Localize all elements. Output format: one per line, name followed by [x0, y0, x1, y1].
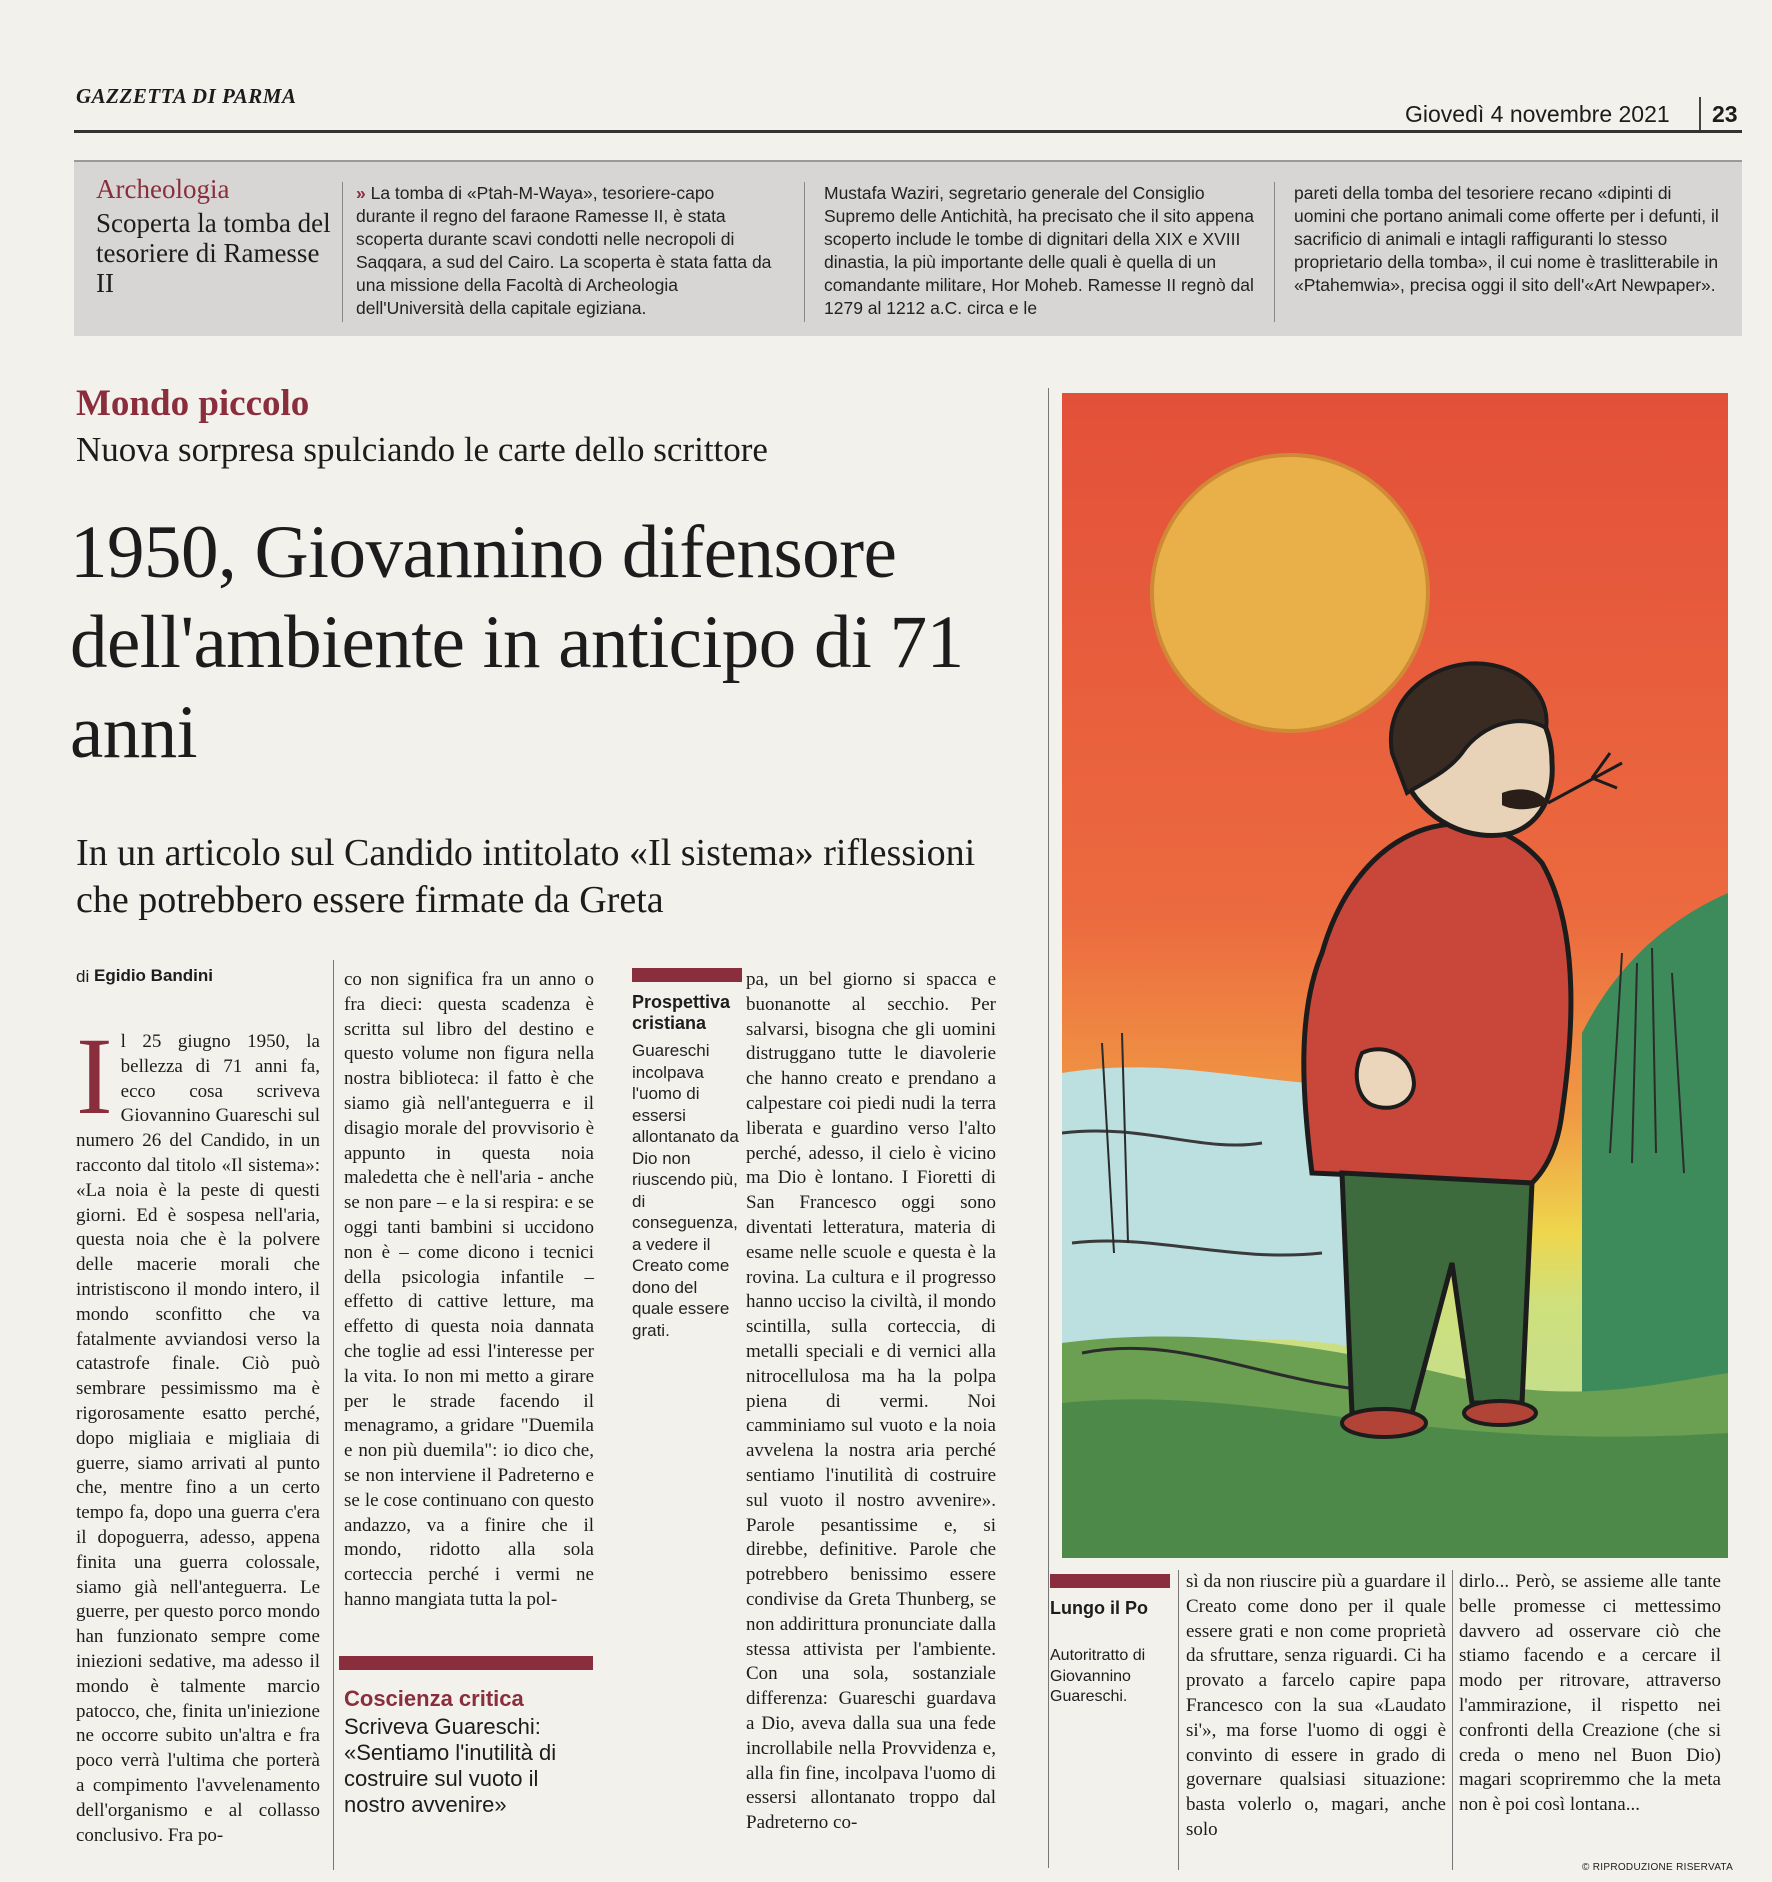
top-story-kicker: Archeologia: [96, 174, 230, 204]
byline-prefix: di: [76, 967, 90, 986]
column-rule: [333, 960, 334, 1870]
self-portrait-illustration: [1062, 393, 1728, 1558]
top-story-column-3: pareti della tomba del tesoriere recano «dipinti di uomini che portano animali come offerte per i defunti, il sacrificio di animali e intagli raffiguranti lo stesso proprietario della tomba», il cui nome è traslitterabile in «Ptahemwia», precisa oggi il sito dell'«Art Newpaper».: [1294, 183, 1719, 295]
issue-date: Giovedì 4 novembre 2021: [1405, 101, 1670, 127]
page-separator: [1699, 97, 1701, 133]
article-deck: In un articolo sul Candido intitolato «Il sistema» riflessioni che potrebbero essere firmate da Greta: [76, 832, 976, 921]
article-column-3: pa, un bel giorno si spacca e buonanotte al secchio. Per salvarsi, bisogna che gli uomini distruggano tutte le diavolerie che hanno creato e prendano a calpestare coi piedi nudi la terra liberata e guardino verso l'alto perché, adesso, il cielo è vicino ma Dio è lontano. I Fioretti di San Francesco oggi sono diventati letteratura, materia di esame nelle scuole e questa è la rovina. La cultura e il progresso hanno ucciso la civiltà, il mondo scintilla, sulla corteccia, di metalli speciali e di vernici alla nitrocellulosa ma ha la polpa piena di vermi. Noi camminiamo sul vuoto e la noia avvelena la nostra aria perché sentiamo l'inutilità di costruire sul vuoto il nostro avvenire». Parole pesantissime e, si direbbe, definitive. Parole che potrebbero benissimo essere condivise da Greta Thunberg, se non addirittura pronunciate dalla stessa attivista per l'ambiente. Con una sola, sostanziale differenza: Guareschi guardava a Dio, aveva dalla sua una fede incrollabile nella Provvidenza e, alla fin fine, incolpava l'uomo di essersi allontanato troppo dal Padreterno co-: [746, 969, 996, 1834]
article-headline: 1950, Giovannino difensore dell'ambiente in anticipo di 71 anni: [70, 511, 964, 774]
sidebar-title: Prospettiva cristiana: [632, 992, 731, 1033]
article-column-1: [76, 1015, 320, 1848]
quote-accent-bar: [339, 1656, 593, 1670]
article-column-2: co non significa fra un anno o fra dieci: questa scadenza è scritta sul libro del destino e questo volume non figura nella nostra biblioteca: il fatto è che siamo già nell'anteguerra e il disagio morale del provvisorio è appunto in questa noia maledetta che è nell'aria - anche se non pare – e la si respira: e se oggi tanti bambini si uccidono non è – come dicono i tecnici della psicologia infantile – effetto di cattive letture, ma effetto di questa noia dannata che toglie ad essi l'interesse per la vita. Io non mi metto a girare per le strade facendo il menagramo, a gridare "Duemila e non più duemila": io dico che, se non interviene il Padreterno e se le cose continuano con questo andazzo, va a finire che il mondo, ridotto alla sola corteccia perché i vermi ne hanno mangiata tutta la pol-: [344, 969, 594, 1610]
band-divider: [342, 182, 343, 322]
column-rule: [1048, 388, 1049, 1868]
drop-cap: I: [76, 1015, 113, 1137]
illustration-svg: [1062, 393, 1728, 1558]
top-news-band: [74, 160, 1742, 336]
article-column-1-text: l 25 giugno 1950, la bellezza di 71 anni fa, ecco cosa scriveva Giovannino Guareschi sul numero 26 del Candido, in un racconto dal titolo «Il sistema»: «La noia è la peste di questi giorni. Ed è sospesa nell'aria, questa noia che è la polvere delle macerie morali che intristiscono il mondo intero, il mondo sconfitto che va fatalmente avviandosi verso la catastrofe finale. Ciò può sembrare pessimissmo ma è rigorosamente esatto perché, dopo migliaia e migliaia di guerre, siamo arrivati al punto che, mentre fino a un certo tempo fa, dopo una guerra c'era il dopoguerra, adesso, appena finita una guerra colossale, siamo già nell'anteguerra. Le guerre, per questo porco mondo han funzionato sempre come iniezioni sedative, ma adesso il mondo è talmente marcio patocco, che, finita un'iniezione ne occorre subito un'altra e fra poco verrà l'ultima che porterà a compimento l'avvelenamento dell'organismo e al collasso conclusivo. Fra po-: [76, 1031, 320, 1846]
byline-author: Egidio Bandini: [94, 966, 213, 985]
article-kicker: Mondo piccolo: [76, 383, 310, 424]
caption-accent-bar: [1050, 1574, 1170, 1588]
top-story-column-1: [356, 182, 776, 320]
quote-box-text: Scriveva Guareschi: «Sentiamo l'inutilità di costruire sul vuoto il nostro avvenire»: [344, 1714, 557, 1817]
quote-box-title: Coscienza critica: [344, 1686, 524, 1711]
top-story-column-1-text: La tomba di «Ptah-M-Waya», tesoriere-capo durante il regno del faraone Ramesse II, è stata scoperta durante scavi condotti nelle necropoli di Saqqara, a sud del Cairo. La scoperta è stata fatta da una missione della Facoltà di Archeologia dell'Università della capitale egiziana.: [356, 183, 772, 318]
article-column-5: dirlo... Però, se assieme alle tante belle promesse ci mettessimo davvero ad osservare ciò che stiamo facendo e a cercare il modo per ritrovare, attraverso l'ammirazione, il rispetto nei confronti della Creazione (che si creda o meno nel Buon Dio) magari scopriremmo che la meta non è poi così lontana...: [1459, 1571, 1721, 1816]
caption-title: Lungo il Po: [1050, 1598, 1148, 1618]
page-number: 23: [1712, 101, 1738, 127]
article-column-4: sì da non riuscire più a guardare il Creato come dono per il quale essere grati e non come proprietà da sfruttare, senza riguardi. Ci ha provato a farcelo capire papa Francesco con la sua «Laudato si'», ma forse l'uomo di oggi è convinto di essere in grado di governare qualsiasi situazione: basta volerlo o, magari, anche solo: [1186, 1571, 1446, 1840]
sidebar-text: Guareschi incolpava l'uomo di essersi allontanato da Dio non riuscendo più, di conseguenza, a vedere il Creato come dono del quale essere grati.: [632, 1041, 739, 1340]
column-rule: [1178, 1570, 1179, 1870]
chevron-marker-icon: »: [356, 183, 366, 203]
header-rule: [74, 130, 1742, 133]
caption-text: Autoritratto di Giovannino Guareschi.: [1050, 1647, 1146, 1705]
top-story-title: Scoperta la tomba del tesoriere di Ramesse II: [96, 208, 331, 298]
column-rule: [1452, 1570, 1453, 1870]
band-divider: [804, 182, 805, 322]
article-subkicker: Nuova sorpresa spulciando le carte dello scrittore: [76, 430, 768, 469]
copyright-notice: © RIPRODUZIONE RISERVATA: [1582, 1862, 1734, 1873]
top-story-column-2: Mustafa Waziri, segretario generale del Consiglio Supremo delle Antichità, ha precisato che il sito appena scoperto include le tombe di dignitari della XIX e XVIII dinastia, la più importante delle quali è quella di un comandante militare, Hor Moheb. Ramesse II regnò dal 1279 al 1212 a.C. circa e le: [824, 183, 1254, 318]
masthead-title: GAZZETTA DI PARMA: [76, 84, 297, 108]
sidebar-accent-bar: [632, 968, 742, 982]
band-divider: [1274, 182, 1275, 322]
